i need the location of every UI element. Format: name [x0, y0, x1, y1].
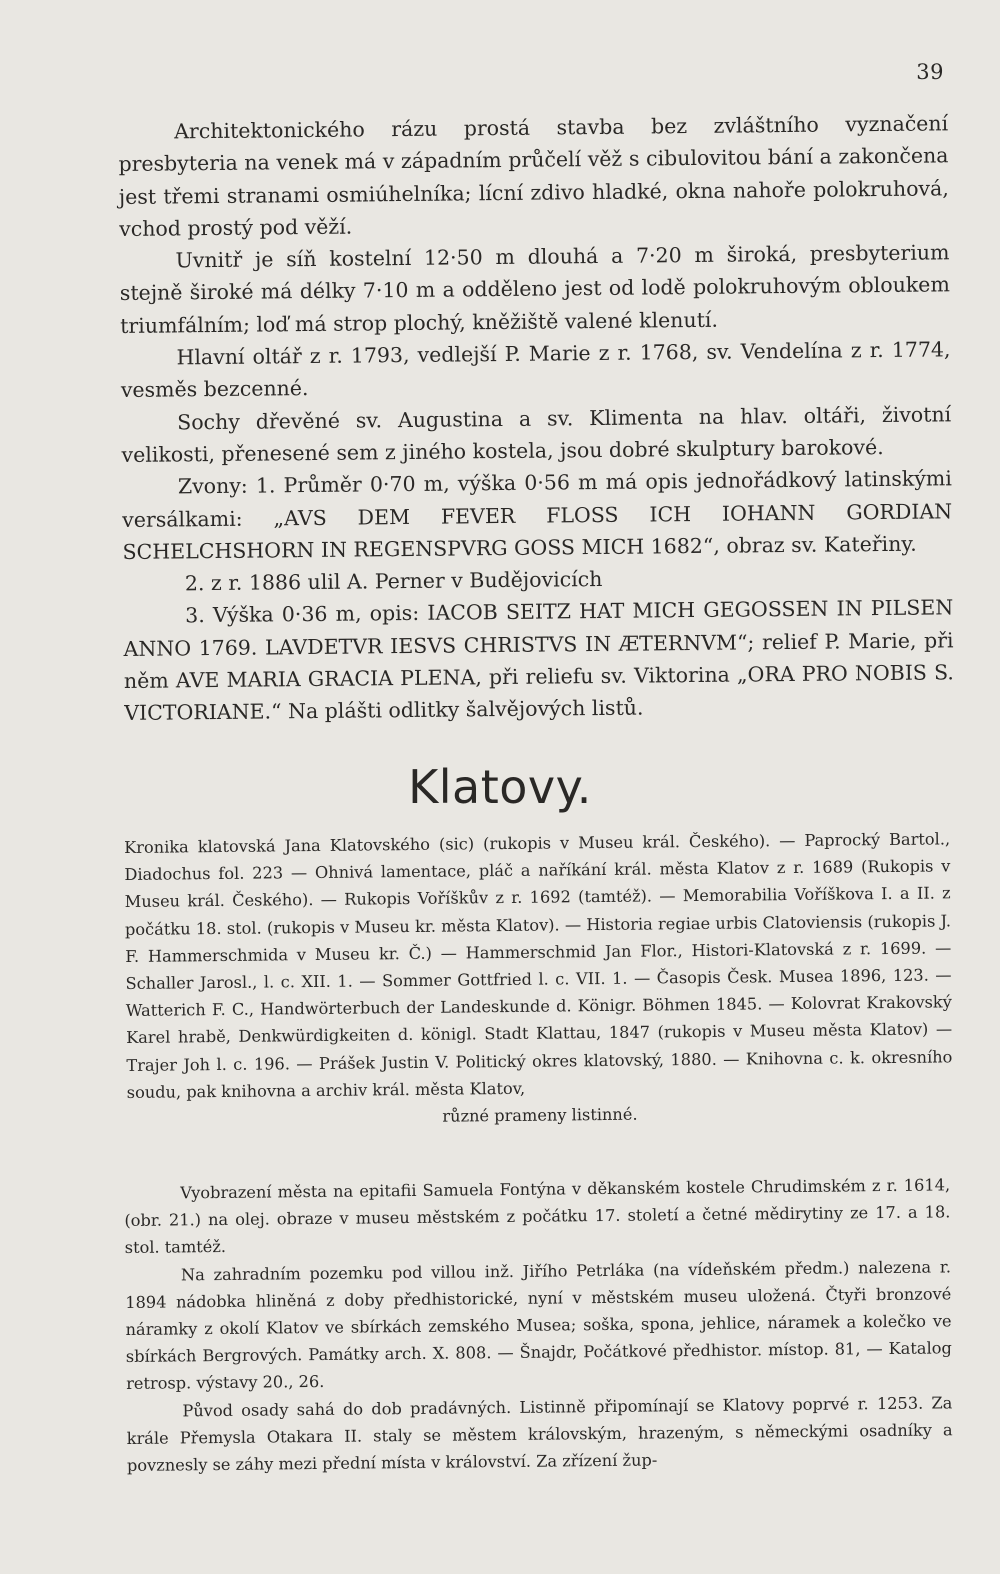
paragraph-statues: Sochy dřevěné sv. Augustina a sv. Klimenta na hlav. oltáři, životní velikosti, přenesené sem z jiného kostela, jsou dobré skulptury barokové. [121, 401, 952, 467]
page-number: 39 [916, 60, 944, 84]
paragraph-bell-1: Zvony: 1. Průměr 0·70 m, výška 0·56 m má opis jednořádkový latinskými versálkami: „AVS DEM FEVER FLOSS ICH IOHANN GORDIAN SCHELCHSHORN IN REGENSPVRG GOSS MICH 1682“, obraz sv. Kateřiny. [122, 466, 953, 564]
town-history [124, 1171, 953, 1479]
section-title: Klatovy. [408, 760, 592, 814]
paragraph-architecture: Architektonického rázu prostá stavba bez zvláštního vyznačení presbyteria na venek má v západním průčelí věž s cibulovitou bání a zakončena jest třemi stranami osmiúhelníka; lícní zdivo hladké, okna nahoře polokruhová, vchod prostý pod věží. [118, 111, 949, 241]
bibliography-text: Kronika klatovská Jana Klatovského (sic) (rukopis v Museu král. Českého). — Paprocký Bartol., Diadochus fol. 223 — Ohnivá lamentace, pláč a naříkání král. města Klatov z r. 1689 (Rukopis v Museu král. Českého). — Rukopis Voříškův z r. 1692 (tamtéž). — Memorabilia Voříškova I. a II. z počátku 18. stol. (rukopis v Museu kr. města Klatov). — Historia regiae urbis Clatoviensis (rukopis J. F. Hammerschmida v Museu kr. Č.) — Hammerschmid Jan Flor., Histori-Klatovská z r. 1699. — Schaller Jarosl., l. c. XII. 1. — Sommer Gottfried l. c. VII. 1. — Časopis Česk. Musea 1896, 123. — Watterich F. C., Handwörterbuch der Landeskunde d. Königr. Böhmen 1845. — Kolovrat Krakovský Karel hrabě, Denkwürdigkeiten d. königl. Stadt Klattau, 1847 (rukopis v Museu města Klatov) — Trajer Joh l. c. 196. — Prášek Justin V. Politický okres klatovský, 1880. — Knihovna c. k. okresního soudu, pak knihovna a archiv král. města Klatov, [124, 829, 953, 1102]
paragraph-prehistoric-finds: Na zahradním pozemku pod villou inž. Jiřího Petrláka (na vídeňském předm.) nalezena r. 1894 nádobka hliněná z doby předhistorické, nyní v městském museu uložená. Čtyři bronzové náramky z okolí Klatov ve sbírkách zemského Musea; soška, spona, jehlice, náramek a kolečko ve sbírkách Bergrových. Památky arch. X. 808. — Šnajdr, Počátkové předhistor. místop. 81, — Katalog retrosp. výstavy 20., 26. [125, 1256, 952, 1394]
church-description [118, 107, 954, 729]
paragraph-bell-3: 3. Výška 0·36 m, opis: IACOB SEITZ HAT MICH GEGOSSEN IN PILSEN ANNO 1769. LAVDETVR IESVS CHRISTVS IN ÆTERNVM“; relief P. Marie, při něm AVE MARIA GRACIA PLENA, při reliefu sv. Viktorina „ORA PRO NOBIS S. VICTORIANE.“ Na plášti odlitky šalvějových listů. [123, 595, 954, 726]
paragraph-origin: Původ osady sahá do dob pradávných. Listinně připomínají se Klatovy poprvé r. 1253. Za krále Přemysla Otakara II. staly se městem královským, hrazeným, s německými osadníky a povznesly se záhy mezi přední místa v království. Za zřízení žup- [126, 1392, 953, 1476]
bibliography [124, 825, 953, 1133]
paragraph-depictions: Vyobrazení města na epitafii Samuela Fontýna v děkanském kostele Chrudimském z r. 1614, (obr. 21.) na olej. obraze v museu městském z počátku 17. století a četné mědirytiny ze 17. a 18. stol. tamtéž. [124, 1175, 951, 1258]
paragraph-interior: Uvnitř je síň kostelní 12·50 m dlouhá a 7·20 m široká, presbyterium stejně široké má délky 7·10 m a odděleno jest od lodě polokruhovým obloukem triumfálním; loď má strop plochý, kněžiště valené klenutí. [119, 240, 950, 338]
paragraph-altars: Hlavní oltář z r. 1793, vedlejší P. Marie z r. 1768, sv. Vendelína z r. 1774, vesměs bezcenné. [120, 337, 951, 403]
paragraph-bell-2: 2. z r. 1886 ulil A. Perner v Budějovicích [184, 567, 603, 596]
bibliography-last-line: různé prameny listinné. [442, 1104, 638, 1126]
